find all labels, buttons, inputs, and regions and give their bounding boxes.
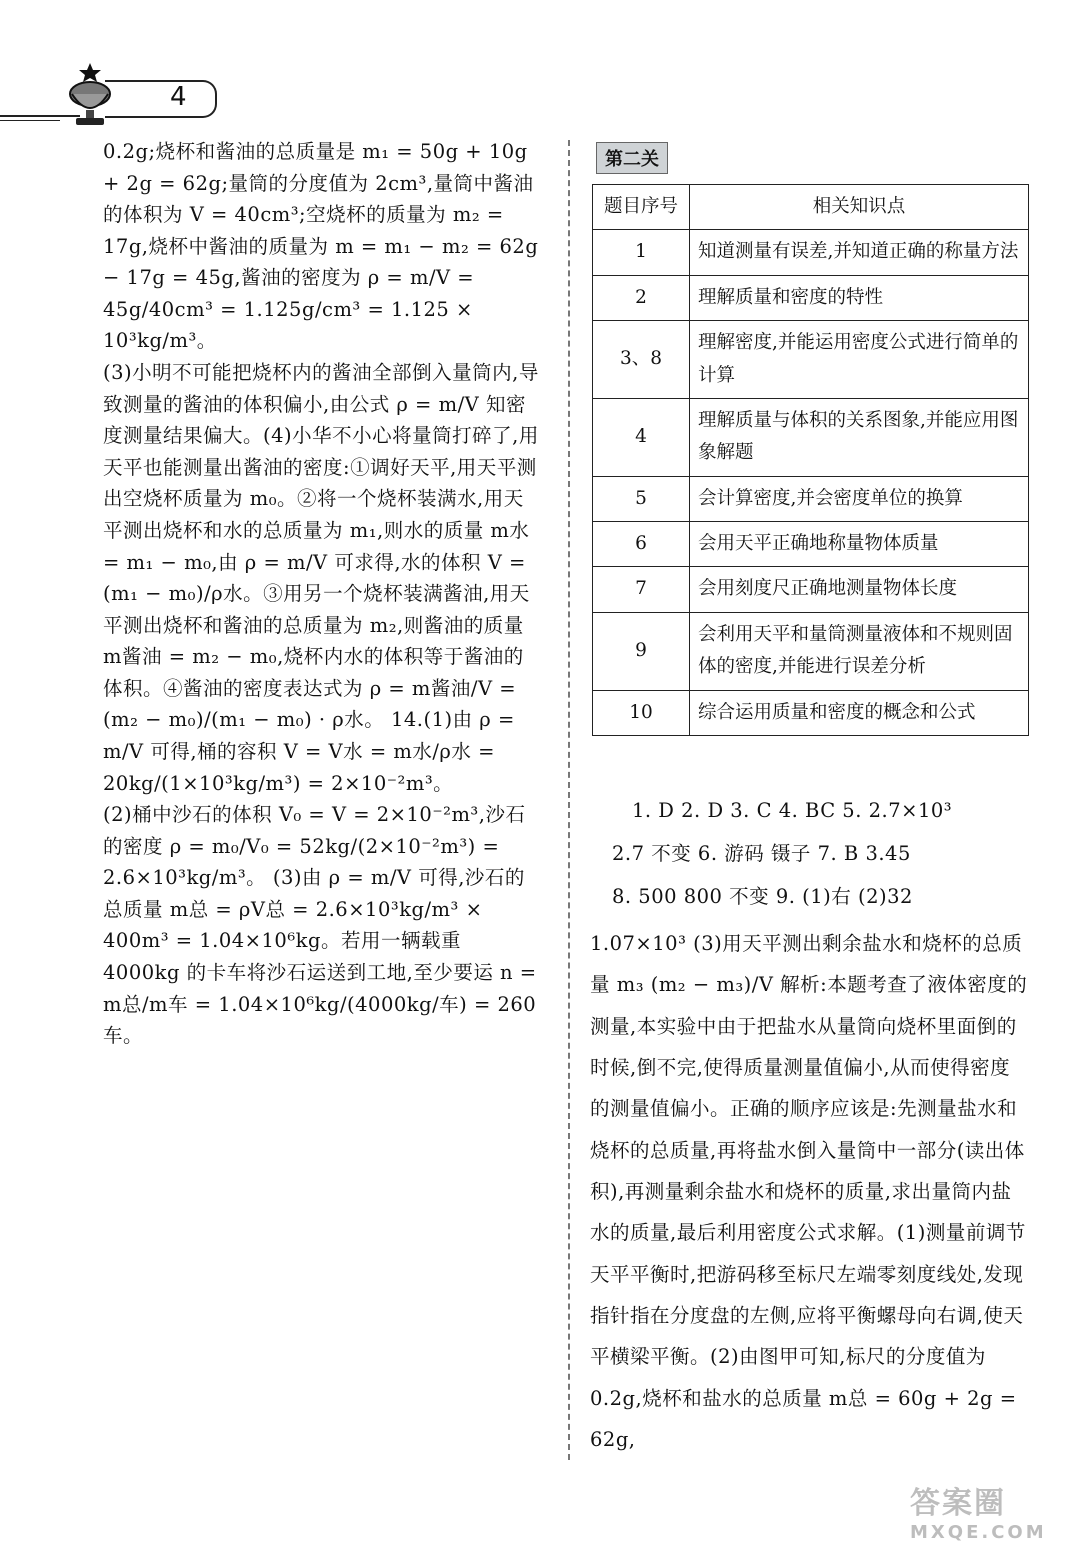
row-text: 综合运用质量和密度的概念和公式 <box>690 690 1029 735</box>
row-num: 10 <box>593 690 690 735</box>
column-divider <box>568 140 570 1460</box>
table-row <box>593 567 1029 612</box>
table-row <box>593 522 1029 567</box>
row-num: 3、8 <box>593 321 690 399</box>
row-num: 1 <box>593 230 690 275</box>
row-text: 知道测量有误差,并知道正确的称量方法 <box>690 230 1029 275</box>
table-header-topic: 相关知识点 <box>690 185 1029 230</box>
table-row <box>593 321 1029 399</box>
left-column <box>103 136 543 1052</box>
row-text: 会用天平正确地称量物体质量 <box>690 522 1029 567</box>
row-num: 2 <box>593 275 690 320</box>
knowledge-table <box>592 184 1029 736</box>
row-text: 会利用天平和量筒测量液体和不规则固体的密度,并能进行误差分析 <box>690 612 1029 690</box>
left-paragraph-2: (3)小明不可能把烧杯内的酱油全部倒入量筒内,导致测量的酱油的体积偏小,由公式 ρ = m/V 知密度测量结果偏大。(4)小华不小心将量筒打碎了,用天平也能测量出酱油的密度:①调好天平,用天平测出空烧杯质量为 m₀。②将一个烧杯装满水,用天平测出烧杯和水的总质量为 m₁,则水的质量 m水 = m₁ − m₀,由 ρ = m/V 可求得,水的体积 V = (m₁ − m₀)/ρ水。③用另一个烧杯装满酱油,用天平测出烧杯和酱油的总质量为 m₂,则酱油的质量 m酱油 = m₂ − m₀,烧杯内水的体积等于酱油的体积。④酱油的密度表达式为 ρ = m酱油/V = (m₂ − m₀)/(m₁ − m₀) · ρ水。 14.(1)由 ρ = m/V 可得,桶的容积 V = V水 = m水/ρ水 = 20kg/(1×10³kg/m³) = 2×10⁻²m³。 <box>103 361 539 795</box>
row-text: 会计算密度,并会密度单位的换算 <box>690 476 1029 521</box>
page-number: 4 <box>170 82 187 112</box>
watermark-title: 答案圈 <box>910 1486 1006 1521</box>
row-text: 理解密度,并能运用密度公式进行简单的计算 <box>690 321 1029 399</box>
table-row <box>593 612 1029 690</box>
left-paragraph-3: (2)桶中沙石的体积 V₀ = V = 2×10⁻²m³,沙石的密度 ρ = m₀/V₀ = 52kg/(2×10⁻²m³) = 2.6×10³kg/m³。 (3)由 ρ = m/V 可得,沙石的总质量 m总 = ρV总 = 2.6×10³kg/m³ × 400m³ = 1.04×10⁶kg。若用一辆载重 4000kg 的卡车将沙石运送到工地,至少要运 n = m总/m车 = 1.04×10⁶kg/(4000kg/车) = 260 车。 <box>103 803 537 1048</box>
table-row <box>593 398 1029 476</box>
answer-line-1: 1. D 2. D 3. C 4. BC 5. 2.7×10³ <box>632 799 953 822</box>
row-num: 9 <box>593 612 690 690</box>
row-num: 5 <box>593 476 690 521</box>
table-header-row <box>593 185 1029 230</box>
row-text: 理解质量和密度的特性 <box>690 275 1029 320</box>
page-number-tab <box>105 80 217 118</box>
row-text: 理解质量与体积的关系图象,并能应用图象解题 <box>690 398 1029 476</box>
answer-key <box>590 790 1030 919</box>
left-paragraph-1: 0.2g;烧杯和酱油的总质量是 m₁ = 50g + 10g + 2g = 62g;量筒的分度值为 2cm³,量筒中酱油的体积为 V = 40cm³;空烧杯的质量为 m₂ = 17g,烧杯中酱油的质量为 m = m₁ − m₂ = 62g − 17g = 45g,酱油的密度为 ρ = m/V = 45g/40cm³ = 1.125g/cm³ = 1.125 × 10³kg/m³。 <box>103 140 539 353</box>
section-title: 第二关 <box>596 142 668 174</box>
answer-line-2: 2.7 不变 6. 游码 镊子 7. B 3.45 <box>612 841 911 865</box>
analysis-text: 1.07×10³ (3)用天平测出剩余盐水和烧杯的总质量 m₃ (m₂ − m₃)/V 解析:本题考查了液体密度的测量,本实验中由于把盐水从量筒向烧杯里面倒的时候,倒不完,使得质量测量值偏小,从而使得密度的测量值偏小。正确的顺序应该是:先测量盐水和烧杯的总质量,再将盐水倒入量筒中一部分(读出体积),再测量剩余盐水和烧杯的质量,求出量筒内盐水的质量,最后利用密度公式求解。(1)测量前调节天平平衡时,把游码移至标尺左端零刻度线处,发现指针指在分度盘的左侧,应将平衡螺母向右调,使天平横梁平衡。(2)由图甲可知,标尺的分度值为 0.2g,烧杯和盐水的总质量 m总 = 60g + 2g = 62g, <box>590 932 1028 1451</box>
page-header <box>0 60 240 130</box>
watermark-url: MXQE.COM <box>910 1522 1047 1543</box>
header-rule-thin <box>0 120 60 121</box>
row-num: 6 <box>593 522 690 567</box>
table-row <box>593 275 1029 320</box>
table-header-num: 题目序号 <box>593 185 690 230</box>
table-row <box>593 476 1029 521</box>
row-num: 7 <box>593 567 690 612</box>
row-num: 4 <box>593 398 690 476</box>
watermark <box>910 1478 1080 1543</box>
trophy-icon <box>60 60 120 130</box>
row-text: 会用刻度尺正确地测量物体长度 <box>690 567 1029 612</box>
answer-line-3: 8. 500 800 不变 9. (1)右 (2)32 <box>612 884 913 908</box>
table-row <box>593 690 1029 735</box>
table-row <box>593 230 1029 275</box>
